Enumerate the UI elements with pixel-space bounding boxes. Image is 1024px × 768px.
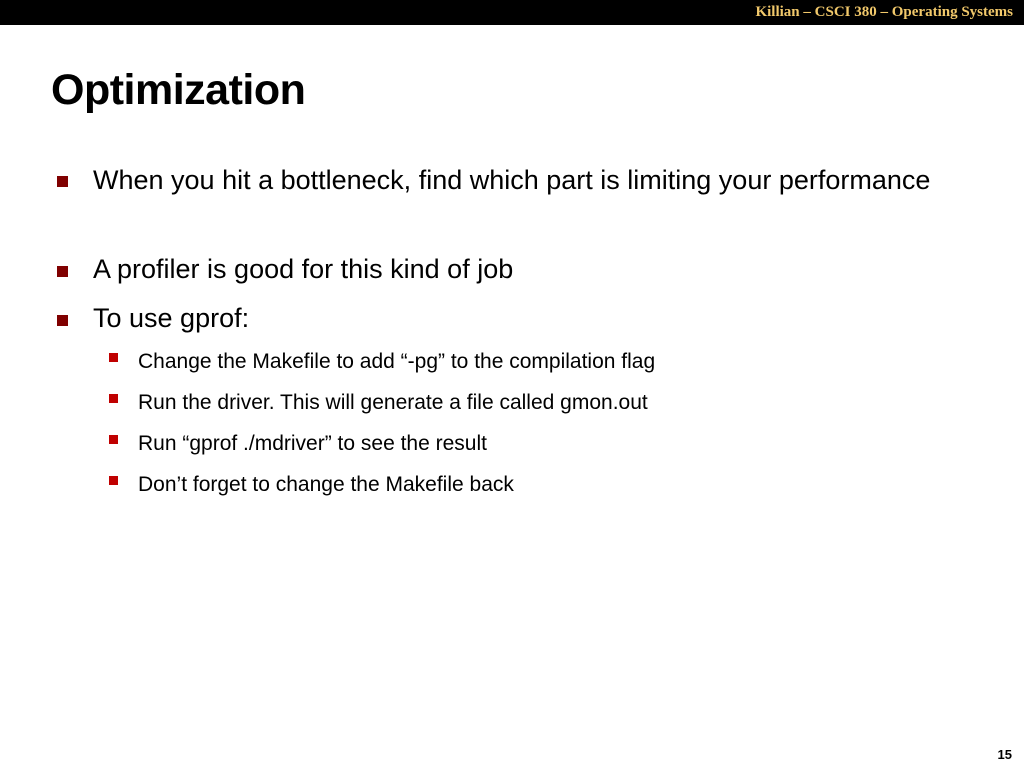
sub-bullet-item: Run “gprof ./mdriver” to see the result — [138, 432, 487, 455]
square-sub-bullet-icon — [109, 394, 118, 403]
sub-bullet-item: Change the Makefile to add “-pg” to the compilation flag — [138, 350, 656, 373]
bullet-item: A profiler is good for this kind of job — [93, 254, 514, 284]
square-bullet-icon — [57, 176, 68, 187]
course-label: Killian – CSCI 380 – Operating Systems — [755, 4, 1013, 20]
square-bullet-icon — [57, 315, 68, 326]
sub-bullet-item: Don’t forget to change the Makefile back — [138, 473, 514, 496]
square-bullet-icon — [57, 266, 68, 277]
sub-bullet-item: Run the driver. This will generate a file called gmon.out — [138, 391, 648, 414]
square-sub-bullet-icon — [109, 476, 118, 485]
slide-title: Optimization — [51, 66, 306, 114]
bullet-item: When you hit a bottleneck, find which part is limiting your performance — [93, 165, 931, 195]
page-number: 15 — [997, 747, 1012, 762]
square-sub-bullet-icon — [109, 435, 118, 444]
square-sub-bullet-icon — [109, 353, 118, 362]
bullet-item: To use gprof: — [93, 303, 250, 333]
